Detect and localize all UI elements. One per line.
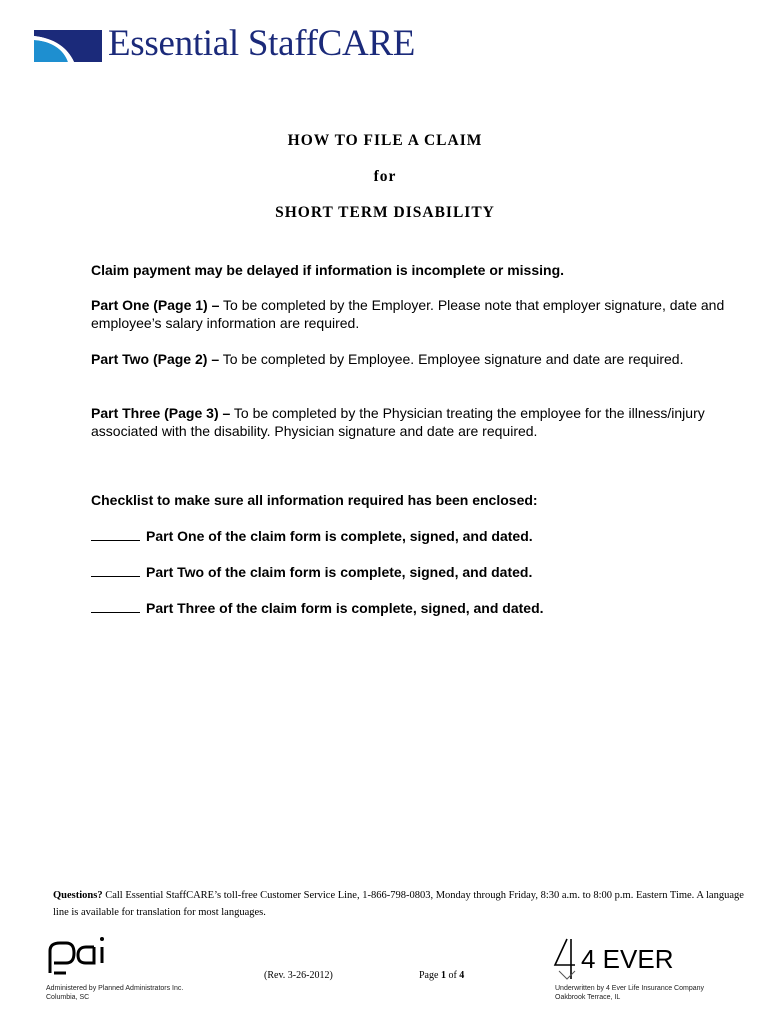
checklist-blank[interactable]	[91, 564, 140, 577]
revision-date: (Rev. 3-26-2012)	[264, 970, 333, 981]
part-two-instructions	[91, 350, 731, 368]
checklist-item-text: Part One of the claim form is complete, signed, and dated.	[146, 528, 533, 544]
page-current: 1	[440, 970, 446, 981]
checklist-heading: Checklist to make sure all information required has been enclosed:	[91, 492, 538, 508]
checklist-item-text: Part Three of the claim form is complete, signed, and dated.	[146, 600, 544, 616]
page-of: of	[445, 970, 460, 981]
brand-name: Essential StaffCARE	[108, 23, 416, 64]
checklist-item	[91, 600, 544, 616]
checklist-blank[interactable]	[91, 528, 140, 541]
4ever-logo-text: 4 EVER	[581, 944, 674, 974]
questions-note	[53, 887, 753, 921]
part-one-text: To be completed by the Employer. Please note that employer signature, date and employee’s salary information are required.	[91, 297, 725, 331]
document-title-connector: for	[373, 168, 397, 185]
part-three-text: To be completed by the Physician treating the employee for the illness/injury associated with the disability. Physician signature and date are required.	[91, 405, 705, 439]
document-title: HOW TO FILE A CLAIM	[287, 132, 483, 149]
administrator-location: Columbia, SC	[46, 994, 90, 1001]
warning-text: Claim payment may be delayed if information is incomplete or missing.	[91, 262, 565, 278]
questions-label: Questions?	[53, 890, 103, 901]
part-three-label: Part Three (Page 3) –	[91, 405, 231, 421]
underwriter-location: Oakbrook Terrace, IL	[555, 994, 621, 1001]
page-indicator	[419, 970, 464, 981]
checklist-item	[91, 564, 532, 580]
checklist-blank[interactable]	[91, 600, 140, 613]
4ever-logo-icon	[553, 937, 693, 981]
page-prefix: Page	[419, 970, 441, 981]
part-one-instructions	[91, 296, 731, 332]
page-total: 4	[459, 970, 465, 981]
part-two-label: Part Two (Page 2) –	[91, 351, 220, 367]
underwriter-caption	[555, 984, 704, 1002]
questions-text: Call Essential StaffCARE’s toll-free Customer Service Line, 1-866-798-0803, Monday through Friday, 8:30 a.m. to 8:00 p.m. Eastern Time. A language line is available for translation for most languages.	[53, 890, 744, 918]
checklist-item-text: Part Two of the claim form is complete, signed, and dated.	[146, 564, 533, 580]
checklist-item	[91, 528, 533, 544]
essential-staffcare-logo-icon	[34, 28, 102, 62]
administrator-name: Administered by Planned Administrators Inc.	[46, 985, 184, 992]
document-subtitle: SHORT TERM DISABILITY	[275, 204, 495, 221]
administrator-caption	[46, 984, 183, 1002]
underwriter-name: Underwritten by 4 Ever Life Insurance Company	[555, 985, 705, 992]
part-one-label: Part One (Page 1) –	[91, 297, 220, 313]
pai-logo-icon	[46, 933, 120, 983]
part-three-instructions	[91, 404, 731, 440]
part-two-text: To be completed by Employee. Employee signature and date are required.	[219, 351, 684, 367]
